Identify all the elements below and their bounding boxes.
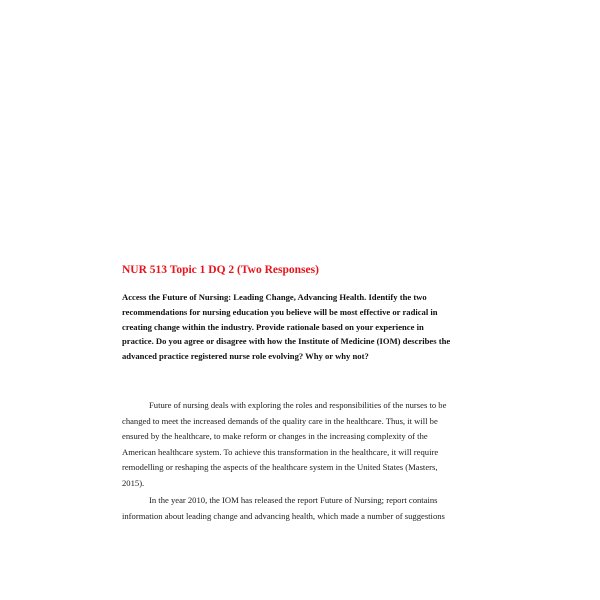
prompt-line: recommendations for nursing education you believe will be most effective or radical in — [122, 306, 438, 317]
paragraph-line: 2015). — [122, 477, 145, 488]
paragraph-line: In the year 2010, the IOM has released the report Future of Nursing; report contains — [149, 495, 438, 505]
prompt-line: creating change within the industry. Provide rationale based on your experience in — [122, 321, 424, 332]
body-paragraph-2 — [122, 493, 482, 524]
discussion-prompt — [122, 290, 482, 364]
paragraph-line: ensured by the healthcare, to make reform or changes in the increasing complexity of the — [122, 431, 428, 442]
paragraph-line: changed to meet the increased demands of the quality care in the healthcare. Thus, it will be — [122, 415, 438, 426]
paragraph-line: remodelling or reshaping the aspects of the healthcare system in the United States (Masters, — [122, 462, 438, 473]
prompt-line: Access the Future of Nursing: Leading Change, Advancing Health. Identify the two — [122, 292, 427, 302]
paragraph-line: American healthcare system. To achieve this transformation in the healthcare, it will require — [122, 446, 439, 457]
prompt-line: advanced practice registered nurse role evolving? Why or why not? — [122, 351, 369, 362]
body-paragraph-1 — [122, 398, 482, 492]
paragraph-line: information about leading change and advancing health, which made a number of suggestions — [122, 510, 445, 521]
paragraph-line: Future of nursing deals with exploring the roles and responsibilities of the nurses to be — [149, 400, 447, 410]
document-title: NUR 513 Topic 1 DQ 2 (Two Responses) — [122, 264, 319, 276]
prompt-line: practice. Do you agree or disagree with how the Institute of Medicine (IOM) describes the — [122, 336, 451, 347]
